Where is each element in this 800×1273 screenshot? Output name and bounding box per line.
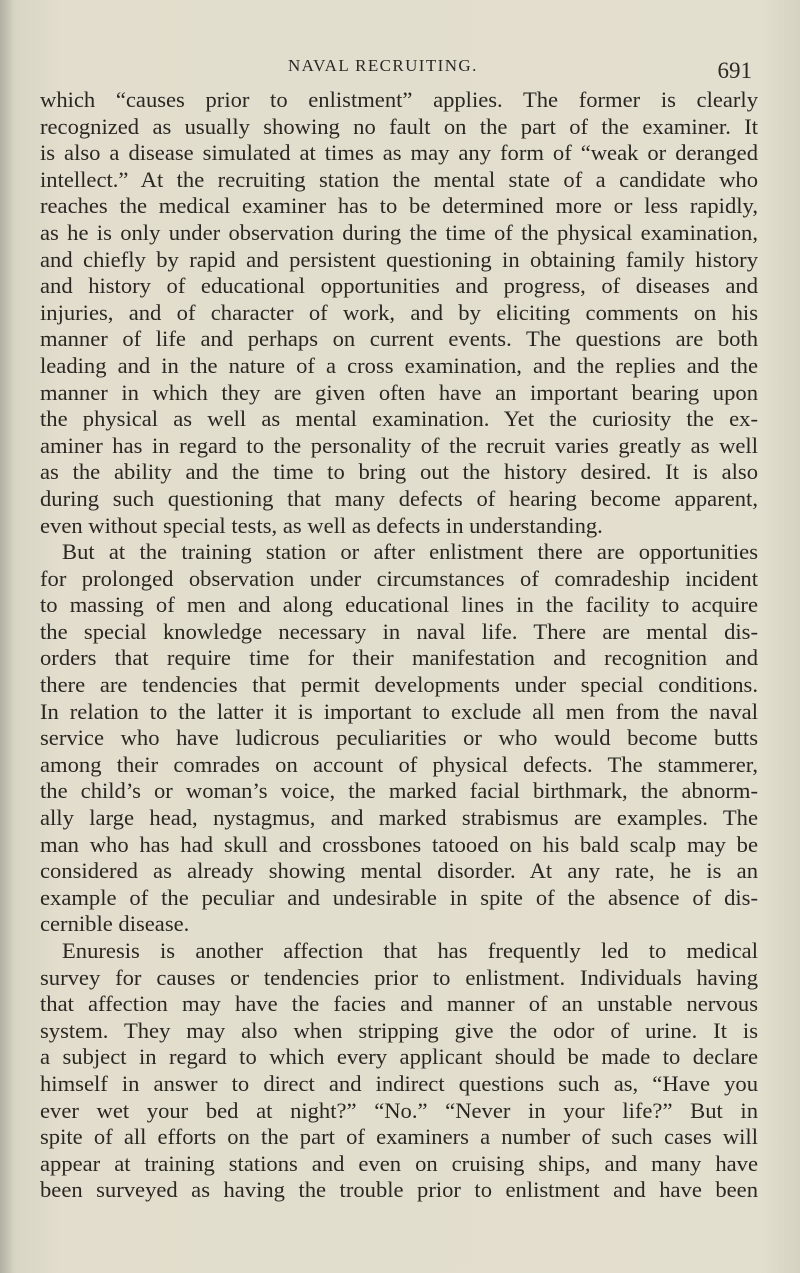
text-line: the physical as well as mental examination. Yet the curiosity the ex- — [40, 406, 758, 432]
text-line: example of the peculiar and undesirable in spite of the absence of dis- — [40, 884, 758, 910]
text-line: aminer has in regard to the personality of the recruit varies greatly as well — [40, 432, 758, 458]
text-line: during such questioning that many defects of hearing become apparent, — [40, 485, 758, 511]
text-line: appear at training stations and even on cruising ships, and many have — [40, 1150, 758, 1176]
text-line: been surveyed as having the trouble prior to enlistment and have been — [40, 1177, 758, 1203]
text-line: for prolonged observation under circumstances of comradeship incident — [40, 565, 758, 591]
paragraph-start-line: Enuresis is another affection that has frequently led to medical — [62, 938, 758, 963]
text-line: ally large head, nystagmus, and marked strabismus are examples. The — [40, 805, 758, 831]
text-line: that affection may have the facies and manner of an unstable nervous — [40, 991, 758, 1017]
text-line: to massing of men and along educational lines in the facility to acquire — [40, 592, 758, 618]
text-line: ever wet your bed at night?” “No.” “Never in your life?” But in — [40, 1097, 758, 1123]
text-line: cernible disease. — [40, 911, 190, 937]
text-line: there are tendencies that permit developments under special conditions. — [40, 672, 758, 698]
text-line: intellect.” At the recruiting station the mental state of a candidate who — [40, 166, 758, 192]
text-line: system. They may also when stripping give the odor of urine. It is — [40, 1017, 758, 1043]
text-line: manner of life and perhaps on current events. The questions are both — [40, 326, 758, 352]
text-line: recognized as usually showing no fault on the part of the examiner. It — [40, 113, 758, 139]
text-line: orders that require time for their manifestation and recognition and — [40, 645, 758, 671]
text-line: and chiefly by rapid and persistent questioning in obtaining family history — [40, 246, 758, 272]
text-line: man who has had skull and crossbones tatooed on his bald scalp may be — [40, 831, 758, 857]
text-line: among their comrades on account of physical defects. The stammerer, — [40, 751, 758, 777]
text-line: as the ability and the time to bring out the history desired. It is also — [40, 459, 758, 485]
text-line: injuries, and of character of work, and by eliciting comments on his — [40, 299, 758, 325]
text-line: the special knowledge necessary in naval life. There are mental dis- — [40, 618, 758, 644]
text-line: himself in answer to direct and indirect questions such as, “Have you — [40, 1070, 758, 1096]
text-line: and history of educational opportunities and progress, of diseases and — [40, 273, 758, 299]
text-line: reaches the medical examiner has to be determined more or less rapidly, — [40, 193, 758, 219]
text-line: leading and in the nature of a cross examination, and the replies and the — [40, 352, 758, 378]
text-line: service who have ludicrous peculiarities or who would become butts — [40, 725, 758, 751]
text-line: which “causes prior to enlistment” applies. The former is clearly — [40, 87, 758, 112]
text-line: In relation to the latter it is important to exclude all men from the naval — [40, 698, 758, 724]
text-line: the child’s or woman’s voice, the marked facial birthmark, the abnorm- — [40, 778, 758, 804]
text-line: manner in which they are given often have an important bearing upon — [40, 379, 758, 405]
text-line: survey for causes or tendencies prior to enlistment. Individuals having — [40, 964, 758, 990]
text-line: spite of all efforts on the part of examiners a number of such cases will — [40, 1124, 758, 1150]
running-head-title: NAVAL RECRUITING. — [288, 56, 478, 75]
text-line: considered as already showing mental disorder. At any rate, he is an — [40, 858, 758, 884]
text-line: a subject in regard to which every applicant should be made to declare — [40, 1044, 758, 1070]
body-text — [40, 87, 758, 1204]
page-gutter-shadow — [0, 0, 14, 1273]
text-line: as he is only under observation during the time of the physical examination, — [40, 219, 758, 245]
text-line: even without special tests, as well as defects in understanding. — [40, 512, 603, 538]
page-number: 691 — [717, 58, 752, 83]
text-line: is also a disease simulated at times as may any form of “weak or deranged — [40, 140, 758, 166]
paragraph-start-line: But at the training station or after enlistment there are opportunities — [62, 539, 758, 565]
